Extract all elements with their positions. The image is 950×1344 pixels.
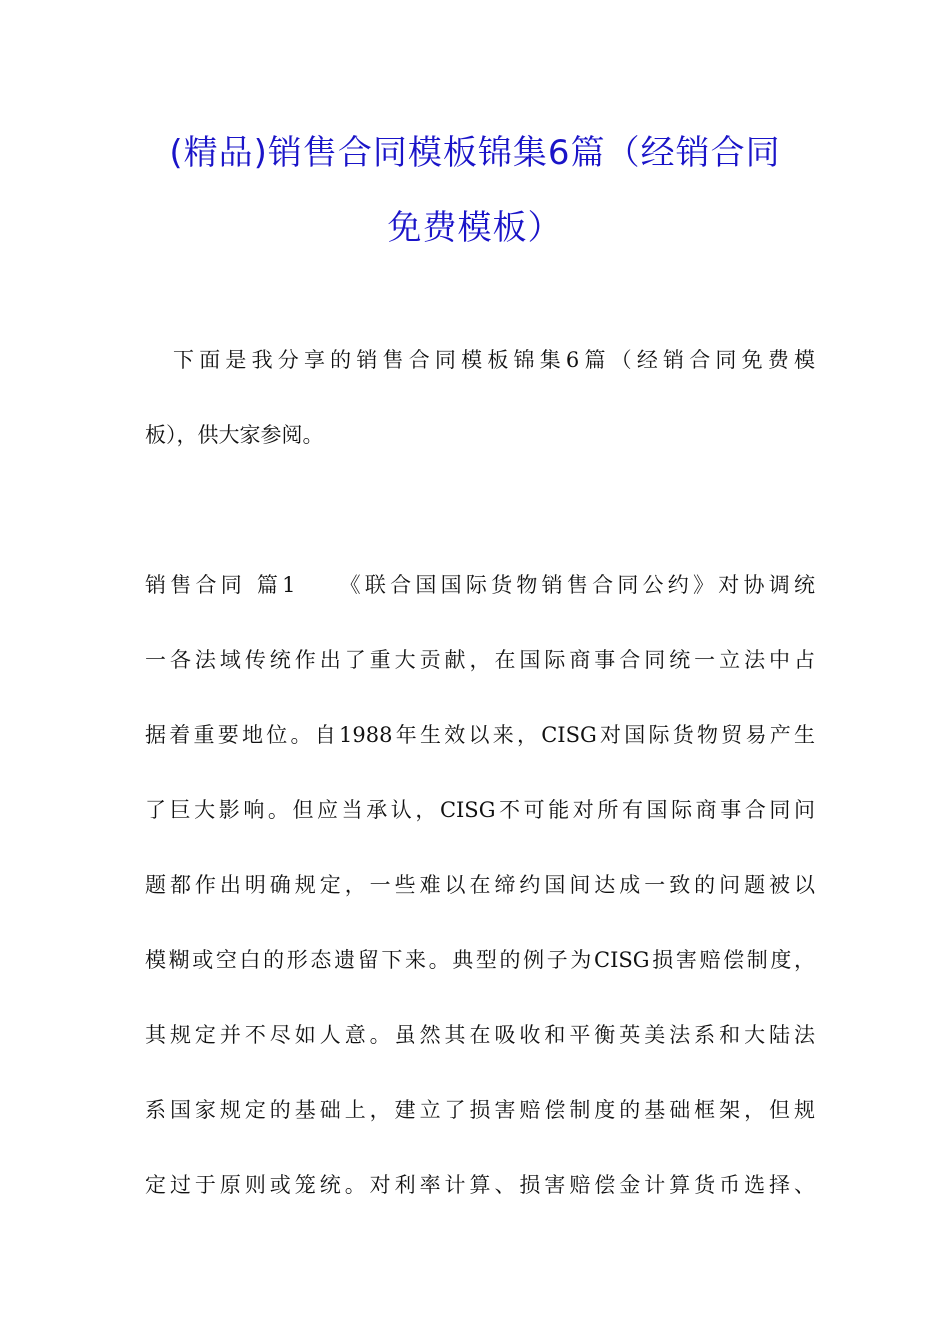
- body-line-3: 据着重要地位。自1988年生效以来，CISG对国际货物贸易产生: [145, 723, 815, 747]
- body-line-7: 其规定并不尽如人意。虽然其在吸收和平衡英美法系和大陆法: [145, 1023, 815, 1047]
- document-title-line-2: 免费模板）: [387, 208, 563, 248]
- body-line-8: 系国家规定的基础上，建立了损害赔偿制度的基础框架，但规: [145, 1098, 815, 1122]
- body-line-5: 题都作出明确规定，一些难以在缔约国间达成一致的问题被以: [145, 873, 815, 897]
- body-line-4: 了巨大影响。但应当承认，CISG不可能对所有国际商事合同问: [145, 798, 815, 822]
- body-line-6: 模糊或空白的形态遗留下来。典型的例子为CISG损害赔偿制度，: [145, 948, 815, 972]
- body-line-2: 一各法域传统作出了重大贡献，在国际商事合同统一立法中占: [145, 648, 815, 672]
- intro-line-1: 下面是我分享的销售合同模板锦集6篇（经销合同免费模: [173, 348, 815, 372]
- body-line-1: 销售合同 篇1 《联合国国际货物销售合同公约》对协调统: [145, 573, 815, 597]
- intro-line-2: 板），供大家参阅。: [145, 423, 324, 447]
- body-line-9: 定过于原则或笼统。对利率计算、损害赔偿金计算货币选择、: [145, 1173, 815, 1197]
- document-title-line-1: (精品)销售合同模板锦集6篇（经销合同: [169, 133, 781, 173]
